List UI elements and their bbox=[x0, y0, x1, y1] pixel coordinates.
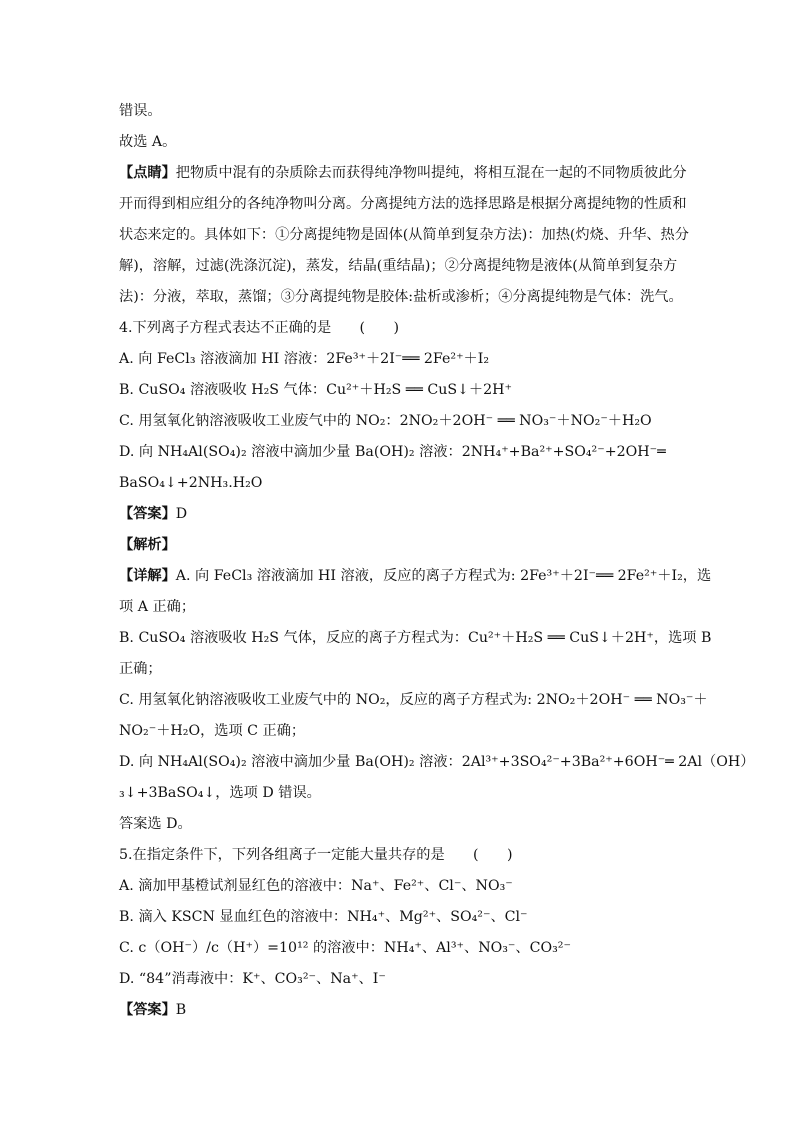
text-line: 答案选 D。 bbox=[119, 816, 192, 832]
text-line: 开而得到相应组分的各纯净物叫分离。分离提纯方法的选择思路是根据分离提纯物的性质和 bbox=[119, 196, 687, 212]
document-page bbox=[119, 96, 755, 1026]
answer-line bbox=[119, 995, 679, 1026]
option-c: C. c（OH⁻）/c（H⁺）=10¹² 的溶液中：NH₄⁺、Al³⁺、NO₃⁻、CO₃²⁻ bbox=[119, 940, 571, 956]
text-line: 解)，溶解，过滤(洗涤沉淀)，蒸发，结晶(重结晶)；②分离提纯物是液体(从简单到复杂方 bbox=[119, 258, 678, 274]
option-c: C. 用氢氧化钠溶液吸收工业废气中的 NO₂：2NO₂＋2OH⁻ ══ NO₃⁻＋NO₂⁻＋H₂O bbox=[119, 413, 652, 429]
text-line: 错误。 bbox=[119, 103, 162, 119]
question-title: 4.下列离子方程式表达不正确的是 ( ) bbox=[119, 320, 399, 336]
question-title: 5.在指定条件下，下列各组离子一定能大量共存的是 ( ) bbox=[119, 847, 513, 863]
text-span: A. 向 FeCl₃ 溶液滴加 HI 溶液，反应的离子方程式为: 2Fe³⁺＋2I⁻══ 2Fe²⁺＋I₂，选 bbox=[175, 568, 712, 584]
option-d: D. 向 NH₄Al(SO₄)₂ 溶液中滴加少量 Ba(OH)₂ 溶液：2NH₄⁺+Ba²⁺+SO₄²⁻+2OH⁻═ bbox=[119, 444, 666, 460]
option-d: D. “84”消毒液中：K⁺、CO₃²⁻、Na⁺、I⁻ bbox=[119, 971, 386, 987]
option-a: A. 向 FeCl₃ 溶液滴加 HI 溶液：2Fe³⁺＋2I⁻══ 2Fe²⁺＋I₂ bbox=[119, 351, 490, 367]
option-a: A. 滴加甲基橙试剂显红色的溶液中：Na⁺、Fe²⁺、Cl⁻、NO₃⁻ bbox=[119, 878, 513, 894]
option-b: B. 滴入 KSCN 显血红色的溶液中：NH₄⁺、Mg²⁺、SO₄²⁻、Cl⁻ bbox=[119, 909, 528, 925]
text-line: NO₂⁻＋H₂O，选项 C 正确； bbox=[119, 723, 306, 739]
text-line: D. 向 NH₄Al(SO₄)₂ 溶液中滴加少量 Ba(OH)₂ 溶液：2Al³⁺+3SO₄²⁻+3Ba²⁺+6OH⁻═ 2Al（OH） bbox=[119, 754, 755, 770]
detail-tag: 【详解】 bbox=[119, 568, 176, 584]
text-line: 故选 A。 bbox=[119, 134, 177, 150]
text-line bbox=[119, 561, 712, 592]
analysis-tag: 【解析】 bbox=[119, 537, 176, 553]
option-d-continued: BaSO₄↓+2NH₃.H₂O bbox=[119, 475, 263, 491]
option-b: B. CuSO₄ 溶液吸收 H₂S 气体：Cu²⁺＋H₂S ══ CuS↓＋2H⁺ bbox=[119, 382, 513, 398]
answer-line bbox=[119, 499, 679, 530]
text-line: 项 A 正确； bbox=[119, 599, 196, 615]
answer-value: B bbox=[175, 1002, 187, 1018]
answer-tag: 【答案】 bbox=[119, 506, 176, 522]
text-span: 把物质中混有的杂质除去而获得纯净物叫提纯，将相互混在一起的不同物质彼此分 bbox=[175, 165, 687, 181]
text-line: 正确； bbox=[119, 661, 162, 677]
section-tag: 【点睛】 bbox=[119, 165, 176, 181]
answer-tag: 【答案】 bbox=[119, 1002, 176, 1018]
text-line: 状态来定的。具体如下：①分离提纯物是固体(从简单到复杂方法)：加热(灼烧、升华、热分 bbox=[119, 227, 689, 243]
text-line: ₃↓+3BaSO₄↓，选项 D 错误。 bbox=[119, 785, 321, 801]
text-line: 法)：分液，萃取，蒸馏；③分离提纯物是胶体:盐析或渗析；④分离提纯物是气体：洗气。 bbox=[119, 289, 683, 305]
text-line: B. CuSO₄ 溶液吸收 H₂S 气体，反应的离子方程式为：Cu²⁺＋H₂S ══ CuS↓＋2H⁺，选项 B bbox=[119, 630, 712, 646]
text-line bbox=[119, 158, 687, 189]
text-line: C. 用氢氧化钠溶液吸收工业废气中的 NO₂，反应的离子方程式为: 2NO₂＋2OH⁻ ══ NO₃⁻＋ bbox=[119, 692, 708, 708]
answer-value: D bbox=[175, 506, 188, 522]
